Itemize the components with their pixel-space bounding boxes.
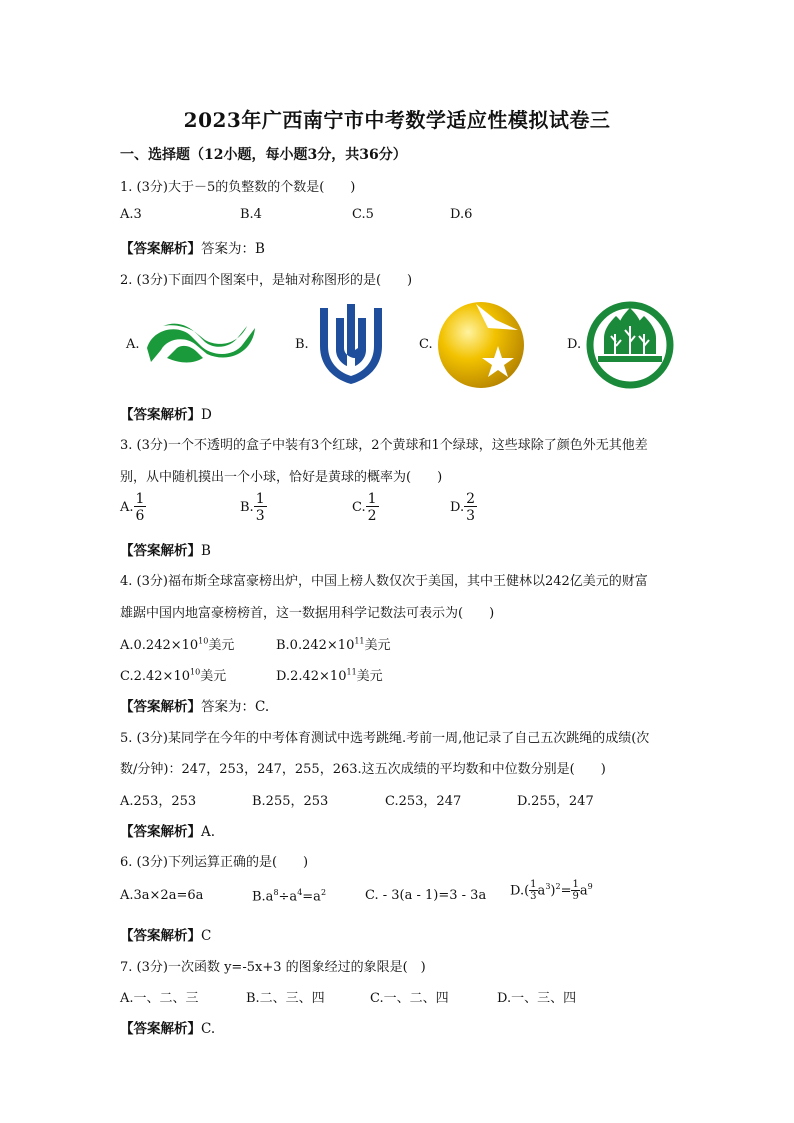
q1-option-b: B.4: [240, 207, 262, 222]
q2-answer: 【答案解析】D: [120, 407, 212, 423]
q1-answer: 【答案解析】答案为：B: [120, 241, 265, 257]
q6-option-b: $B.a^8\div a^4=a^2$: [252, 888, 327, 905]
q3-option-b: B. $\frac{1}{3}$: [240, 491, 265, 524]
q5-option-d: D.255，247: [517, 794, 594, 809]
q6-answer: 【答案解析】C: [120, 928, 212, 944]
q2-option-a: A.: [126, 337, 140, 352]
q4-option-d: $D.2.42\times 10^{11}$美元: [276, 667, 383, 684]
question-2: 2. (3分)下面四个图案中，是轴对称图形的是( ): [120, 273, 413, 288]
question-3-line-2: 别，从中随机摸出一个小球，恰好是黄球的概率为( ): [120, 470, 443, 485]
q2-option-b: B.: [295, 337, 309, 352]
q1-option-a: A.3: [120, 207, 142, 222]
q5-option-a: A.253，253: [120, 794, 197, 809]
q5-answer: 【答案解析】A.: [120, 824, 216, 840]
question-5-line-1: 5. (3分)某同学在今年的中考体育测试中选考跳绳.考前一周,他记录了自己五次跳绳的成绩(次: [120, 731, 650, 746]
q4-answer: 【答案解析】答案为：C.: [120, 699, 270, 715]
logo-c-gold-sphere-icon: [436, 300, 526, 390]
question-1: 1. (3分)大于－5的负整数的个数是( ): [120, 180, 356, 195]
question-7: 7. (3分)一次函数 y=-5x+3 的图象经过的象限是( ): [120, 960, 426, 975]
question-5-line-2: 数/分钟)：247，253，247，255，263.这五次成绩的平均数和中位数分别是( ): [120, 762, 606, 777]
q2-option-c: C.: [419, 337, 433, 352]
q5-option-b: B.255，253: [252, 794, 329, 809]
page-title: 2023年广西南宁市中考数学适应性模拟试卷三: [183, 108, 611, 132]
q7-answer: 【答案解析】C.: [120, 1021, 216, 1037]
q7-option-b: B.二、三、四: [246, 991, 325, 1006]
logo-b-blue-emblem-icon: [314, 300, 388, 388]
q3-option-c: C. $\frac{1}{2}$: [352, 491, 377, 524]
q3-answer: 【答案解析】B: [120, 543, 211, 559]
q3-option-a: A. $\frac{1}{6}$: [120, 491, 145, 524]
q3-option-d: D. $\frac{2}{3}$: [450, 491, 476, 524]
question-6: 6. (3分)下列运算正确的是( ): [120, 855, 309, 870]
question-3-line-1: 3. (3分)一个不透明的盒子中装有3个红球，2个黄球和1个绿球，这些球除了颜色外无其他差: [120, 438, 648, 453]
q5-option-c: C.253，247: [385, 794, 462, 809]
section-heading: 一、选择题（12小题，每小题3分，共36分）: [120, 147, 407, 163]
q6-option-a: A.3a×2a=6a: [120, 888, 204, 903]
q1-option-d: D.6: [450, 207, 473, 222]
question-4-line-1: 4. (3分)福布斯全球富豪榜出炉，中国上榜人数仅次于美国，其中王健林以242亿美元的财富: [120, 574, 648, 589]
q4-option-c: $C.2.42\times 10^{10}$美元: [120, 667, 227, 684]
logo-d-forest-circle-icon: [584, 300, 676, 390]
q6-option-d: D.( $\frac{1}{3}$ $a^3)^2=$ $\frac{1}{9}$ $a^9$: [510, 879, 593, 902]
q1-option-c: C.5: [352, 207, 374, 222]
logo-a-green-infinity-icon: [143, 318, 261, 368]
q4-option-b: $B.0.242\times 10^{11}$美元: [276, 636, 391, 653]
question-4-line-2: 雄踞中国内地富豪榜榜首，这一数据用科学记数法可表示为( ): [120, 606, 495, 621]
q7-option-a: A.一、二、三: [120, 991, 199, 1006]
q4-option-a: $A.0.242\times 10^{10}$美元: [120, 636, 235, 653]
q7-option-d: D.一、三、四: [497, 991, 577, 1006]
q2-option-d: D.: [567, 337, 582, 352]
q7-option-c: C.一、二、四: [370, 991, 449, 1006]
q6-option-c: C. - 3(a - 1)=3 - 3a: [365, 888, 487, 903]
